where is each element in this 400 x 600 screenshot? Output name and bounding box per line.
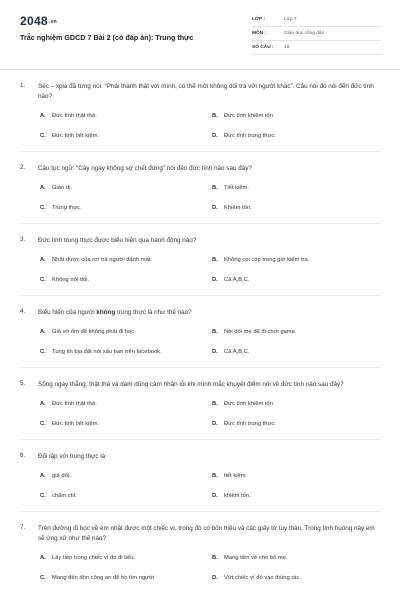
question-text: Trên đường đi học về em nhặt được một chiếc ví, trong đó có bốn triệu và các giấy tờ tùy thân. Trong tình huống này em sẽ ứng xử như thế nào? bbox=[38, 525, 375, 542]
logo-text: 2048 bbox=[20, 14, 48, 28]
option-b[interactable] bbox=[212, 256, 384, 265]
option-text: Nói dối mẹ để đi chơi game. bbox=[224, 329, 297, 335]
option-text: Mang tiền về cho bố mẹ. bbox=[224, 555, 288, 561]
option-letter: A. bbox=[40, 401, 46, 407]
option-letter: D. bbox=[212, 133, 218, 139]
question-number: 3. bbox=[20, 236, 26, 243]
option-letter: A. bbox=[40, 185, 46, 191]
answer-options bbox=[20, 184, 382, 223]
meta-row-subject bbox=[252, 27, 382, 41]
question-text: Đối lập với trung thực là bbox=[38, 453, 106, 460]
option-a[interactable] bbox=[40, 554, 212, 563]
answer-options bbox=[20, 472, 382, 511]
question-text: Sống ngay thẳng, thật thà và dám dũng cảm nhận lỗi khi mình mắc khuyết điểm nói về đức tính nào sau đây? bbox=[38, 381, 344, 388]
site-logo[interactable] bbox=[20, 14, 57, 28]
question-6 bbox=[20, 440, 382, 512]
option-letter: A. bbox=[40, 329, 46, 335]
meta-row-class bbox=[252, 13, 382, 27]
option-c[interactable] bbox=[40, 204, 212, 213]
option-text: Trung thực. bbox=[52, 205, 82, 211]
question-text-emphasis: không bbox=[96, 309, 116, 316]
option-c[interactable] bbox=[40, 574, 212, 583]
option-text: Đức tính thật thà. bbox=[52, 113, 97, 119]
option-letter: D. bbox=[212, 205, 218, 211]
option-d[interactable] bbox=[212, 420, 384, 429]
option-letter: C. bbox=[40, 277, 46, 283]
option-a[interactable] bbox=[40, 184, 212, 193]
meta-key: LỚP : bbox=[252, 17, 266, 22]
answer-options bbox=[20, 256, 382, 295]
question-number: 5. bbox=[20, 380, 26, 387]
option-letter: B. bbox=[212, 401, 218, 407]
option-text: Tung tin bịa đặt nói xấu bạn trên facebook. bbox=[52, 349, 162, 355]
meta-row-count bbox=[252, 41, 382, 55]
option-letter: C. bbox=[40, 493, 46, 499]
option-c[interactable] bbox=[40, 492, 212, 501]
meta-value: 10 bbox=[284, 45, 290, 50]
question-number: 2. bbox=[20, 164, 26, 171]
option-text: Đức tính khiêm tốn. bbox=[224, 113, 275, 119]
option-b[interactable] bbox=[212, 328, 384, 337]
option-a[interactable] bbox=[40, 400, 212, 409]
option-text: Không coi cóp trong giờ kiểm tra. bbox=[224, 257, 310, 263]
option-b[interactable] bbox=[212, 554, 384, 563]
option-letter: C. bbox=[40, 133, 46, 139]
question-number: 1. bbox=[20, 82, 26, 89]
question-1 bbox=[20, 70, 382, 152]
option-d[interactable] bbox=[212, 276, 384, 285]
option-letter: C. bbox=[40, 349, 46, 355]
option-c[interactable] bbox=[40, 276, 212, 285]
meta-key: MÔN : bbox=[252, 31, 267, 36]
document-title: Trắc nghiệm GDCD 7 Bài 2 (có đáp án): Trung thực bbox=[20, 33, 194, 42]
option-letter: B. bbox=[212, 473, 218, 479]
option-b[interactable] bbox=[212, 184, 384, 193]
option-text: giả dối. bbox=[52, 473, 71, 479]
option-b[interactable] bbox=[212, 472, 384, 481]
answer-options bbox=[20, 112, 382, 151]
option-a[interactable] bbox=[40, 328, 212, 337]
option-text: Đức tính tiết kiệm. bbox=[52, 421, 100, 427]
question-text bbox=[38, 308, 380, 318]
option-text: Đức tính trung thực. bbox=[224, 133, 276, 139]
question-list bbox=[0, 70, 400, 593]
option-letter: A. bbox=[40, 473, 46, 479]
option-text: Cả A,B,C. bbox=[224, 349, 250, 355]
question-number: 6. bbox=[20, 452, 26, 459]
option-letter: A. bbox=[40, 113, 46, 119]
option-letter: C. bbox=[40, 205, 46, 211]
option-d[interactable] bbox=[212, 574, 384, 583]
option-d[interactable] bbox=[212, 348, 384, 357]
answer-options bbox=[20, 554, 382, 593]
option-text: Cả A,B,C. bbox=[224, 277, 250, 283]
option-c[interactable] bbox=[40, 420, 212, 429]
option-letter: D. bbox=[212, 349, 218, 355]
option-d[interactable] bbox=[212, 132, 384, 141]
question-4 bbox=[20, 296, 382, 368]
option-letter: D. bbox=[212, 277, 218, 283]
question-7 bbox=[20, 512, 382, 593]
option-letter: A. bbox=[40, 555, 46, 561]
option-text: Nhặt được của rơi trả người đánh mất. bbox=[52, 257, 153, 263]
question-text: Đức tính trung thực được biểu hiện qua hành động nào? bbox=[38, 237, 197, 244]
option-text: Đức tính thật thà. bbox=[52, 401, 97, 407]
option-a[interactable] bbox=[40, 112, 212, 121]
option-text: Đức tính trung thực. bbox=[224, 421, 276, 427]
option-text: khiêm tốn. bbox=[224, 493, 251, 499]
option-text: Đức tính tiết kiệm. bbox=[52, 133, 100, 139]
question-number: 4. bbox=[20, 308, 26, 315]
option-text: Giản dị. bbox=[52, 185, 72, 191]
option-text: tiết kiệm. bbox=[224, 473, 248, 479]
option-letter: D. bbox=[212, 493, 218, 499]
option-letter: B. bbox=[212, 257, 218, 263]
option-c[interactable] bbox=[40, 132, 212, 141]
option-b[interactable] bbox=[212, 400, 384, 409]
answer-options bbox=[20, 328, 382, 367]
option-letter: B. bbox=[212, 113, 218, 119]
document-header bbox=[0, 0, 400, 70]
question-text: Câu tục ngữ: “Cây ngay không sợ chết đứng” nói đến đức tính nào sau đây? bbox=[38, 165, 252, 172]
question-text: Séc – xpia đã từng nói: “Phải thành thật với mình, có thế mới không dối trá với người khác”. Câu nói đó nói đến đức tính nào? bbox=[38, 83, 374, 100]
option-letter: C. bbox=[40, 575, 46, 581]
logo-tld: .vn bbox=[48, 18, 58, 25]
option-text: Đức tính khiêm tốn. bbox=[224, 401, 275, 407]
question-text-part: trung thực là như thế nào? bbox=[115, 309, 192, 316]
meta-value: Lớp 7 bbox=[284, 17, 297, 22]
option-text: Khiêm tốn. bbox=[224, 205, 252, 211]
option-text: Lấy tiền trong chiếc ví đó đi tiêu. bbox=[52, 555, 136, 561]
option-text: Vứt chiếc ví đó vào thùng rác. bbox=[224, 575, 302, 581]
answer-options bbox=[20, 400, 382, 439]
option-b[interactable] bbox=[212, 112, 384, 121]
option-letter: A. bbox=[40, 257, 46, 263]
option-letter: C. bbox=[40, 421, 46, 427]
question-5 bbox=[20, 368, 382, 440]
question-text-part: Biểu hiện của người bbox=[38, 309, 97, 316]
option-text: Tiết kiệm. bbox=[224, 185, 249, 191]
option-text: Không nói dối. bbox=[52, 277, 90, 283]
option-a[interactable] bbox=[40, 256, 212, 265]
option-d[interactable] bbox=[212, 492, 384, 501]
option-d[interactable] bbox=[212, 204, 384, 213]
option-letter: B. bbox=[212, 555, 218, 561]
option-letter: D. bbox=[212, 575, 218, 581]
meta-table bbox=[252, 13, 382, 55]
option-text: Mang đến đồn công an để họ tìm người bbox=[52, 575, 155, 581]
option-c[interactable] bbox=[40, 348, 212, 357]
option-letter: D. bbox=[212, 421, 218, 427]
option-text: chăm chỉ. bbox=[52, 493, 77, 499]
question-number: 7. bbox=[20, 524, 26, 531]
question-3 bbox=[20, 224, 382, 296]
meta-key: SỐ CÂU : bbox=[252, 45, 274, 50]
option-text: Giả vờ ốm để không phải đi học. bbox=[52, 329, 136, 335]
question-2 bbox=[20, 152, 382, 224]
option-letter: B. bbox=[212, 329, 218, 335]
meta-value: Giáo dục công dân bbox=[284, 31, 325, 36]
option-a[interactable] bbox=[40, 472, 212, 481]
option-letter: B. bbox=[212, 185, 218, 191]
